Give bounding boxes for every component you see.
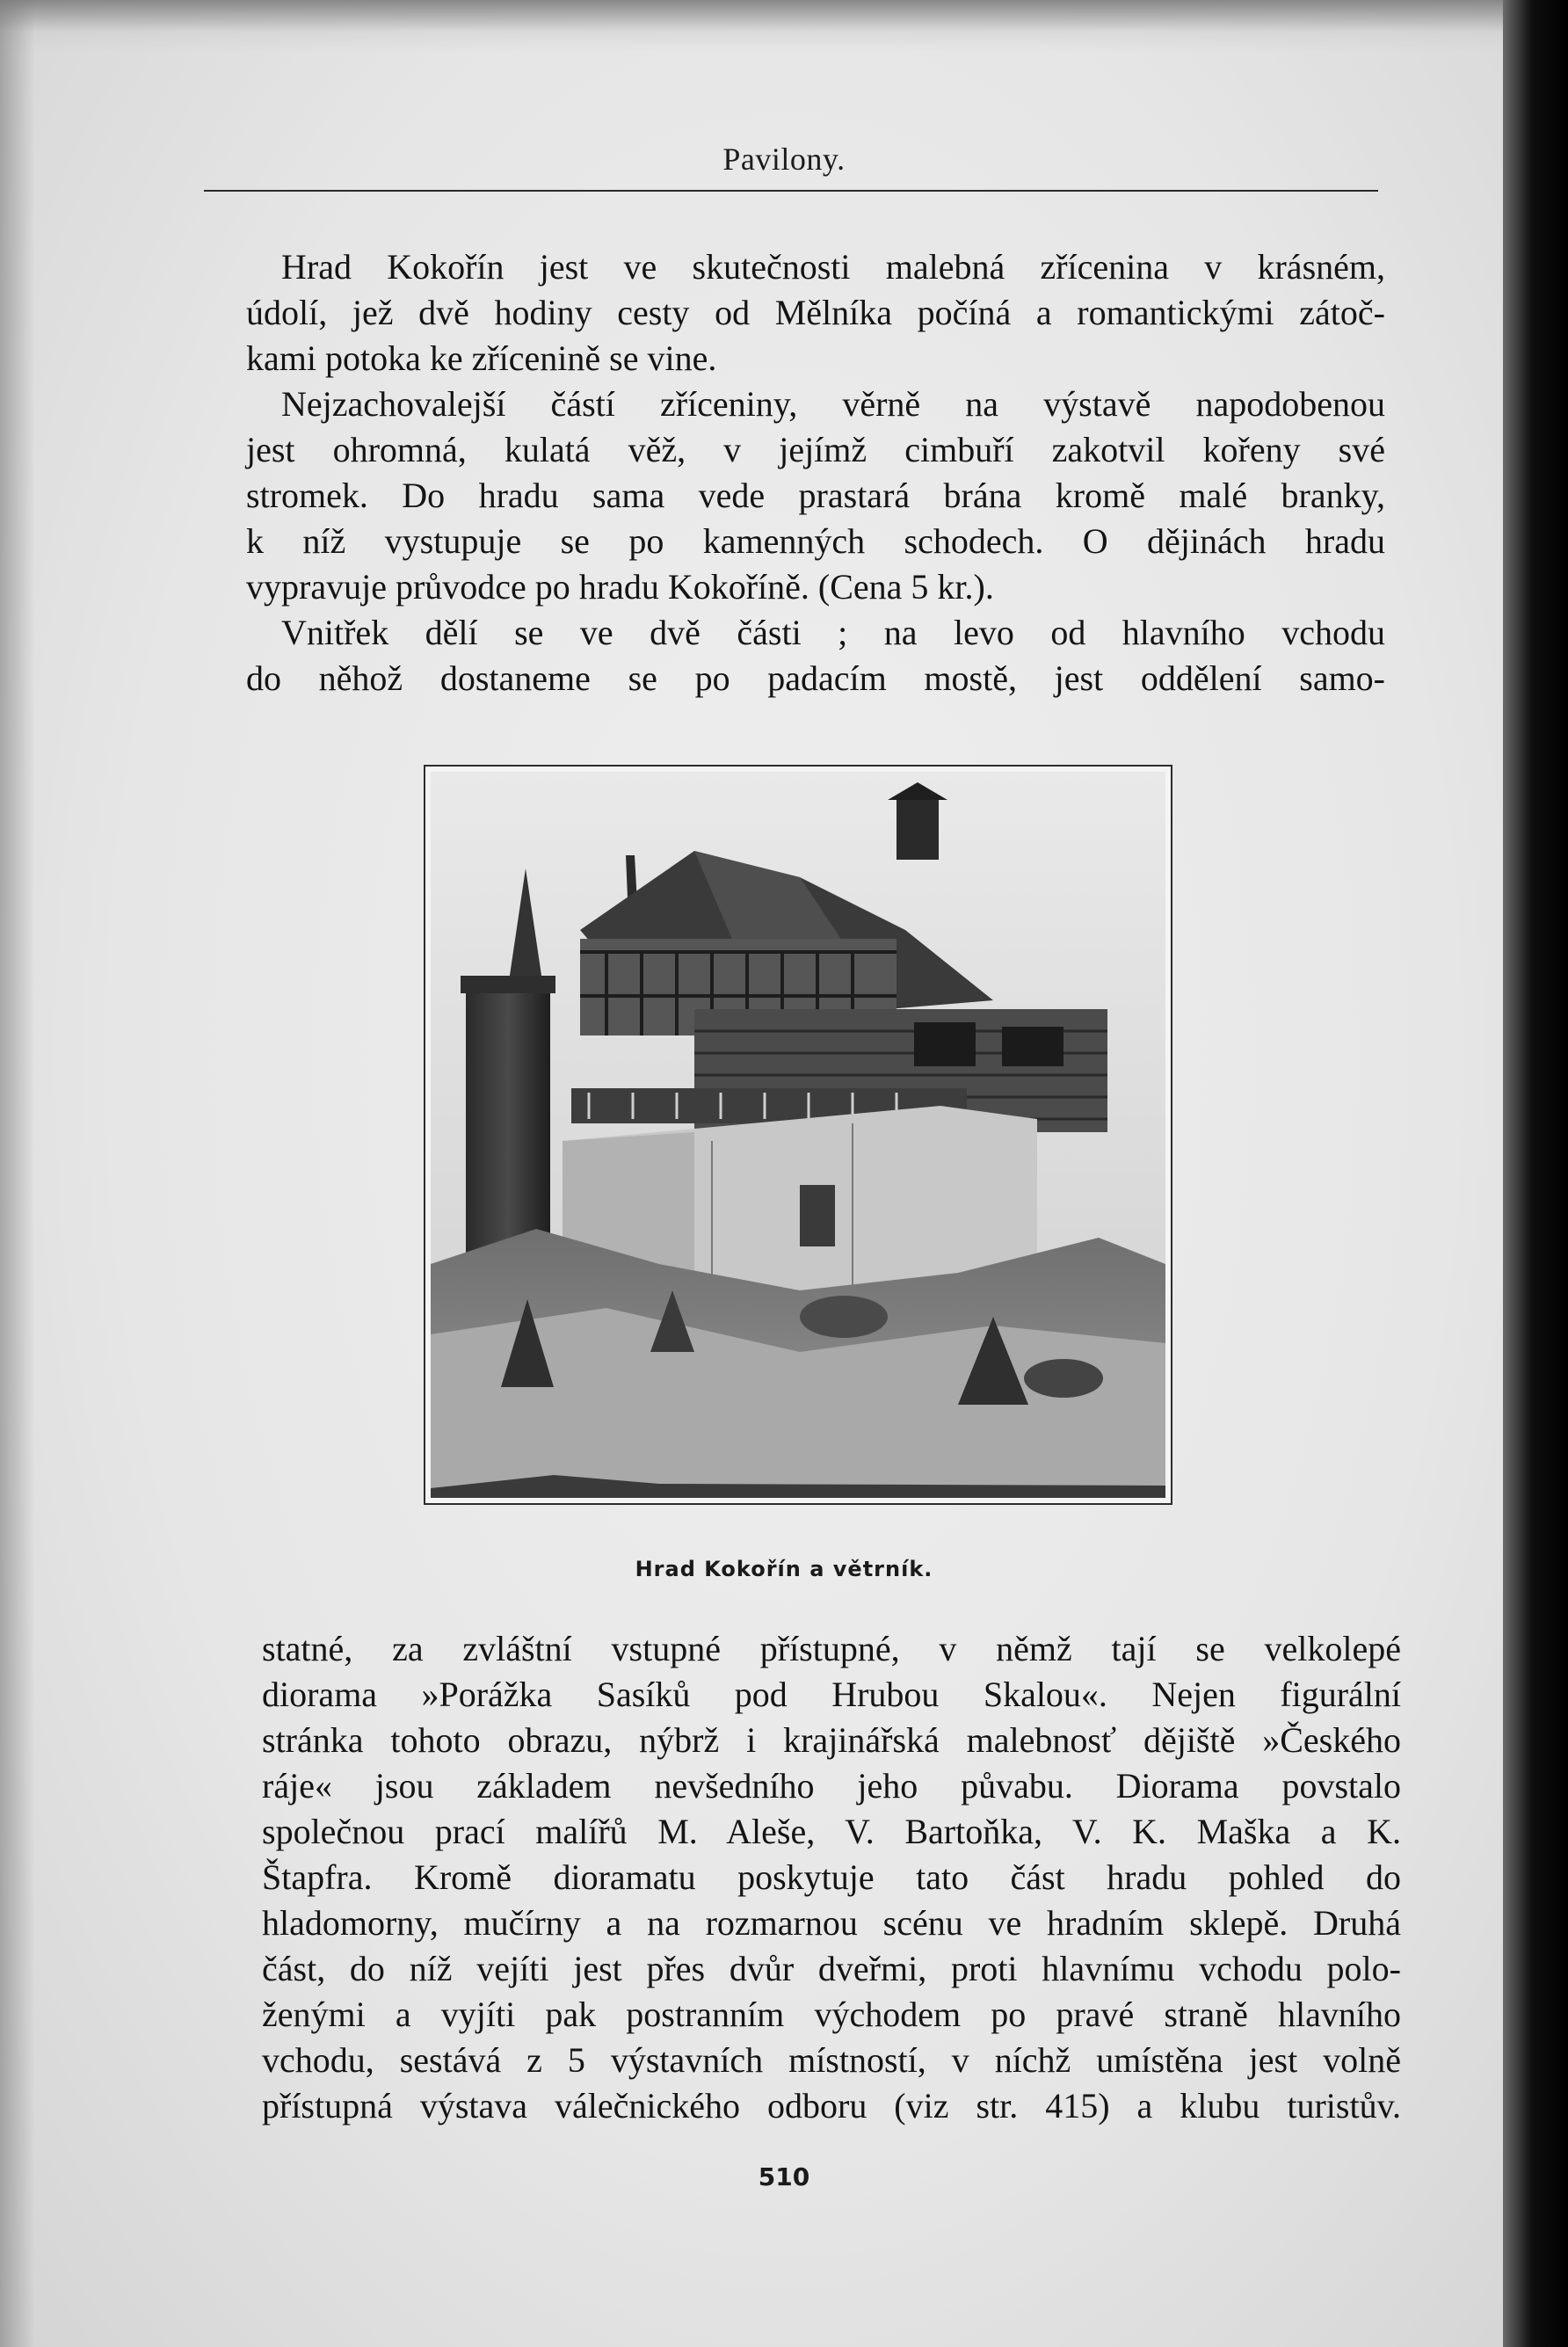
paragraph-2 (246, 381, 1385, 610)
figure-caption: Hrad Kokořín a větrník. (635, 1557, 933, 1581)
text-line: přístupná výstava válečnického odboru (viz str. 415) a klubu turistův. (262, 2086, 1401, 2125)
text-line: kami potoka ke zřícenině se vine. (246, 338, 717, 378)
page-shadow-left (0, 0, 35, 2347)
text-line: Nejzachovalejší částí zříceniny, věrně na výstavě napodobenou (281, 384, 1385, 424)
text-line: Vnitřek dělí se ve dvě části ; na levo od hlavního vchodu (281, 613, 1385, 652)
paragraph-4 (262, 1626, 1401, 2129)
castle-photo-illustration (431, 772, 1165, 1498)
page-shadow-top (0, 0, 1568, 53)
text-line: Hrad Kokořín jest ve skutečnosti malebná zřícenina v krásném, (281, 247, 1385, 287)
paragraph-1 (246, 244, 1385, 381)
photo-castle-windmill (424, 765, 1172, 1505)
text-line: společnou prací malířů M. Aleše, V. Bartoňka, V. K. Maška a K. (262, 1812, 1401, 1851)
text-line: stromek. Do hradu sama vede prastará brána kromě malé branky, (246, 476, 1385, 515)
text-line: diorama »Porážka Sasíků pod Hrubou Skalou«. Nejen figurální (262, 1675, 1401, 1714)
page-number: 510 (758, 2162, 810, 2191)
text-line: statné, za zvláštní vstupné přístupné, v němž tají se velkolepé (262, 1629, 1401, 1668)
text-line: část, do níž vejíti jest přes dvůr dveřmi, proti hlavnímu vchodu polo- (262, 1949, 1401, 1988)
text-line: ženými a vyjíti pak postranním východem po pravé straně hlavního (262, 1995, 1401, 2034)
text-line: údolí, jež dvě hodiny cesty od Mělníka počíná a romantickými zátoč- (246, 293, 1385, 332)
header-rule (204, 190, 1378, 192)
running-head: Pavilony. (722, 142, 846, 177)
text-line: stránka tohoto obrazu, nýbrž i krajinářská malebnosť dějiště »Českého (262, 1720, 1401, 1760)
text-line: ráje« jsou základem nevšedního jeho půvabu. Diorama povstalo (262, 1766, 1401, 1806)
text-line: vchodu, sestává z 5 výstavních místností, v níchž umístěna jest volně (262, 2040, 1401, 2080)
text-line: k níž vystupuje se po kamenných schodech. O dějinách hradu (246, 521, 1385, 561)
text-line: do něhož dostaneme se po padacím mostě, jest oddělení samo- (246, 658, 1385, 698)
paragraph-3 (246, 610, 1385, 701)
page-shadow-right (1503, 0, 1568, 2347)
text-line: jest ohromná, kulatá věž, v jejímž cimbuří zakotvil kořeny své (246, 430, 1385, 469)
text-line: Štapfra. Kromě dioramatu poskytuje tato část hradu pohled do (262, 1857, 1401, 1897)
text-line: vypravuje průvodce po hradu Kokoříně. (Cena 5 kr.). (246, 567, 994, 607)
text-line: hladomorny, mučírny a na rozmarnou scénu ve hradním sklepě. Druhá (262, 1903, 1401, 1943)
